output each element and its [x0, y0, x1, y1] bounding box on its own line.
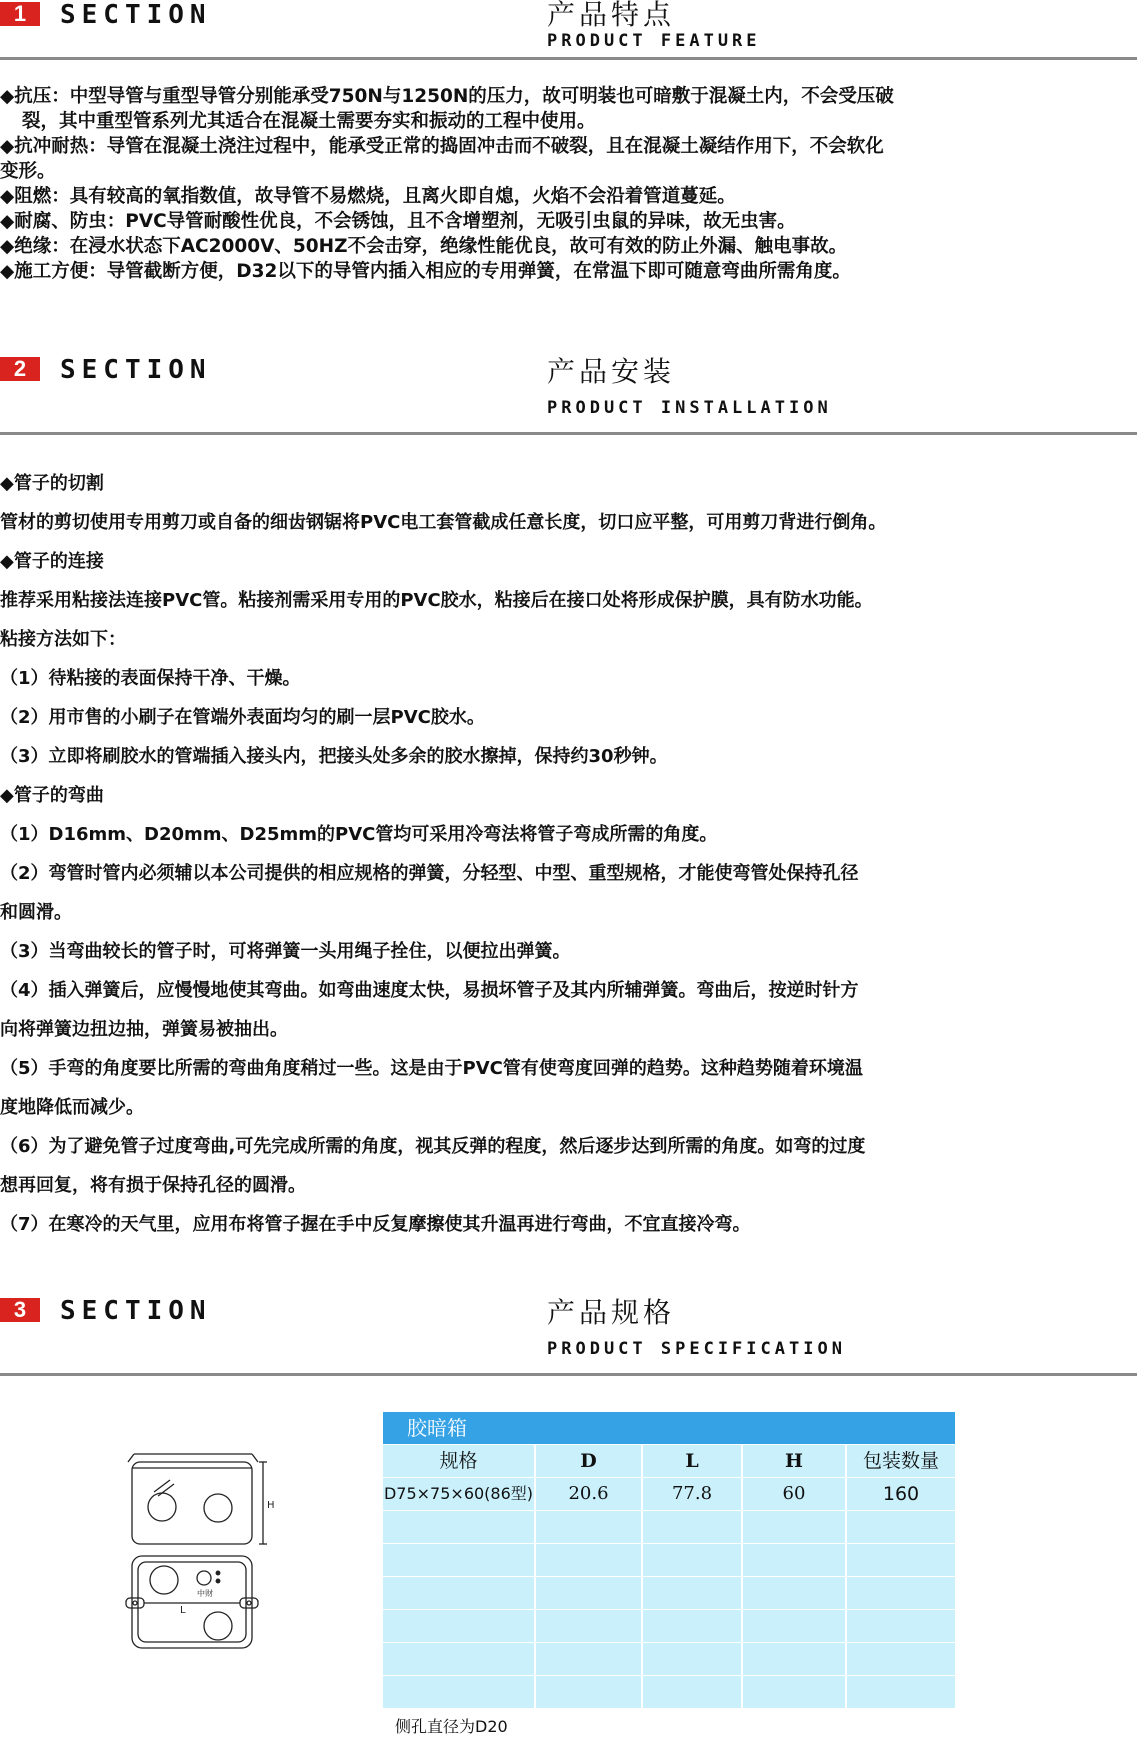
- install-line: （6）为了避免管子过度弯曲,可先完成所需的角度，视其反弹的程度，然后逐步达到所需的角度。如弯的过度: [0, 1136, 866, 1157]
- section-number-badge: 1: [0, 2, 40, 26]
- install-line: 管材的剪切使用专用剪刀或自备的细齿钢锯将PVC电工套管截成任意长度，切口应平整，可用剪刀背进行倒角。: [0, 512, 887, 533]
- install-line: （2）弯管时管内必须辅以本公司提供的相应规格的弹簧，分轻型、中型、重型规格，才能使弯管处保持孔径: [0, 863, 859, 884]
- feature-line: ◆施工方便：导管截断方便，D32以下的导管内插入相应的专用弹簧，在常温下即可随意弯曲所需角度。: [0, 261, 851, 282]
- section-title-en: PRODUCT INSTALLATION: [547, 398, 832, 418]
- spec-table-title: 胶暗箱: [383, 1412, 955, 1444]
- table-row: [383, 1478, 955, 1510]
- top-view-outline: [132, 1556, 252, 1648]
- section-divider: [0, 57, 1137, 60]
- dim-label-l: L: [180, 1605, 186, 1616]
- table-cell: 20.6: [536, 1478, 643, 1510]
- dim-label-h: H: [267, 1500, 275, 1511]
- table-row-empty: [383, 1610, 955, 1642]
- section-word: SECTION: [60, 1296, 212, 1326]
- table-cell: 60: [743, 1478, 847, 1510]
- header-cell: 规格: [383, 1445, 536, 1477]
- install-line: （1）D16mm、D20mm、D25mm的PVC管均可采用冷弯法将管子弯成所需的角度。: [0, 824, 718, 845]
- feature-line: 变形。: [0, 161, 56, 182]
- install-line: （5）手弯的角度要比所需的弯曲角度稍过一些。这是由于PVC管有使弯度回弹的趋势。这种趋势随着环境温: [0, 1058, 863, 1079]
- section-divider: [0, 432, 1137, 435]
- section-divider: [0, 1373, 1137, 1376]
- table-cell: D75×75×60(86型): [383, 1478, 536, 1510]
- section-word: SECTION: [60, 0, 212, 30]
- install-line: 度地降低而减少。: [0, 1097, 144, 1118]
- install-line: （3）立即将刷胶水的管端插入接头内，把接头处多余的胶水擦掉，保持约30秒钟。: [0, 746, 668, 767]
- install-heading: ◆管子的弯曲: [0, 785, 104, 806]
- feature-line: ◆抗压：中型导管与重型导管分别能承受750N与1250N的压力，故可明装也可暗敷于混凝土内，不会受压破: [0, 86, 894, 107]
- section-number-badge: 3: [0, 1298, 40, 1322]
- feature-line: ◆绝缘：在浸水状态下AC2000V、50HZ不会击穿，绝缘性能优良，故可有效的防止外漏、触电事故。: [0, 236, 848, 257]
- knockout-hole: [204, 1494, 232, 1522]
- feature-line: 裂，其中重型管系列尤其适合在混凝土需要夯实和振动的工程中使用。: [22, 111, 596, 132]
- install-heading: ◆管子的切割: [0, 473, 104, 494]
- section-word: SECTION: [60, 355, 212, 385]
- feature-line: ◆阻燃：具有较高的氧指数值，故导管不易燃烧，且离火即自熄，火焰不会沿着管道蔓延。: [0, 186, 736, 207]
- table-row-empty: [383, 1676, 955, 1708]
- section-title-en: PRODUCT FEATURE: [547, 31, 761, 51]
- section-2-header: [0, 356, 1137, 436]
- side-view-outline: [132, 1462, 252, 1544]
- section-1-header: [0, 0, 1137, 62]
- table-cell: 77.8: [643, 1478, 743, 1510]
- header-cell: D: [536, 1445, 643, 1477]
- install-line: （7）在寒冷的天气里，应用布将管子握在手中反复摩擦使其升温再进行弯曲，不宜直接冷弯。: [0, 1214, 751, 1235]
- junction-box-drawing: [120, 1452, 280, 1652]
- install-line: （3）当弯曲较长的管子时，可将弹簧一头用绳子拴住，以便拉出弹簧。: [0, 941, 571, 962]
- feature-line: ◆抗冲耐热：导管在混凝土浇注过程中，能承受正常的捣固冲击而不破裂，且在混凝土凝结作用下，不会软化: [0, 136, 884, 157]
- feature-list: [0, 84, 1130, 284]
- table-row-empty: [383, 1511, 955, 1543]
- section-title-en: PRODUCT SPECIFICATION: [547, 1339, 846, 1359]
- section-3-header: [0, 1297, 1137, 1377]
- table-row-empty: [383, 1577, 955, 1609]
- logo-mark: [197, 1571, 211, 1585]
- section-title-cn: 产品规格: [547, 1296, 676, 1329]
- knockout-hole: [204, 1612, 232, 1640]
- table-row-empty: [383, 1544, 955, 1576]
- feature-line: ◆耐腐、防虫：PVC导管耐酸性优良，不会锈蚀，且不含增塑剂，无吸引虫鼠的异味，故无虫害。: [0, 211, 796, 232]
- header-cell: H: [743, 1445, 847, 1477]
- install-line: （1）待粘接的表面保持干净、干燥。: [0, 668, 301, 689]
- section-title-cn: 产品特点: [547, 0, 676, 31]
- spec-header-row: [383, 1445, 955, 1477]
- spec-note: 侧孔直径为D20: [395, 1717, 508, 1736]
- install-line: 和圆滑。: [0, 902, 72, 923]
- section-title-cn: 产品安装: [547, 355, 676, 388]
- knockout-hole: [148, 1493, 176, 1521]
- header-cell: 包装数量: [862, 1450, 939, 1472]
- install-line: 想再回复，将有损于保持孔径的圆滑。: [0, 1175, 306, 1196]
- header-cell: L: [643, 1445, 743, 1477]
- table-row-empty: [383, 1643, 955, 1675]
- knockout-hole: [150, 1566, 178, 1594]
- install-line: （2）用市售的小刷子在管端外表面均匀的刷一层PVC胶水。: [0, 707, 485, 728]
- install-line: 向将弹簧边扭边抽，弹簧易被抽出。: [0, 1019, 288, 1040]
- install-heading: ◆管子的连接: [0, 551, 104, 572]
- install-line: 粘接方法如下：: [0, 629, 126, 650]
- install-line: 推荐采用粘接法连接PVC管。粘接剂需采用专用的PVC胶水，粘接后在接口处将形成保护膜，具有防水功能。: [0, 590, 873, 611]
- logo-text: 中财: [197, 1589, 213, 1598]
- install-line: （4）插入弹簧后，应慢慢地使其弯曲。如弯曲速度太快，易损坏管子及其内所辅弹簧。弯曲后，按逆时针方: [0, 980, 859, 1001]
- installation-text: [0, 464, 1135, 1244]
- table-cell: 160: [882, 1483, 920, 1505]
- section-number-badge: 2: [0, 357, 40, 381]
- spec-table: [383, 1412, 955, 1708]
